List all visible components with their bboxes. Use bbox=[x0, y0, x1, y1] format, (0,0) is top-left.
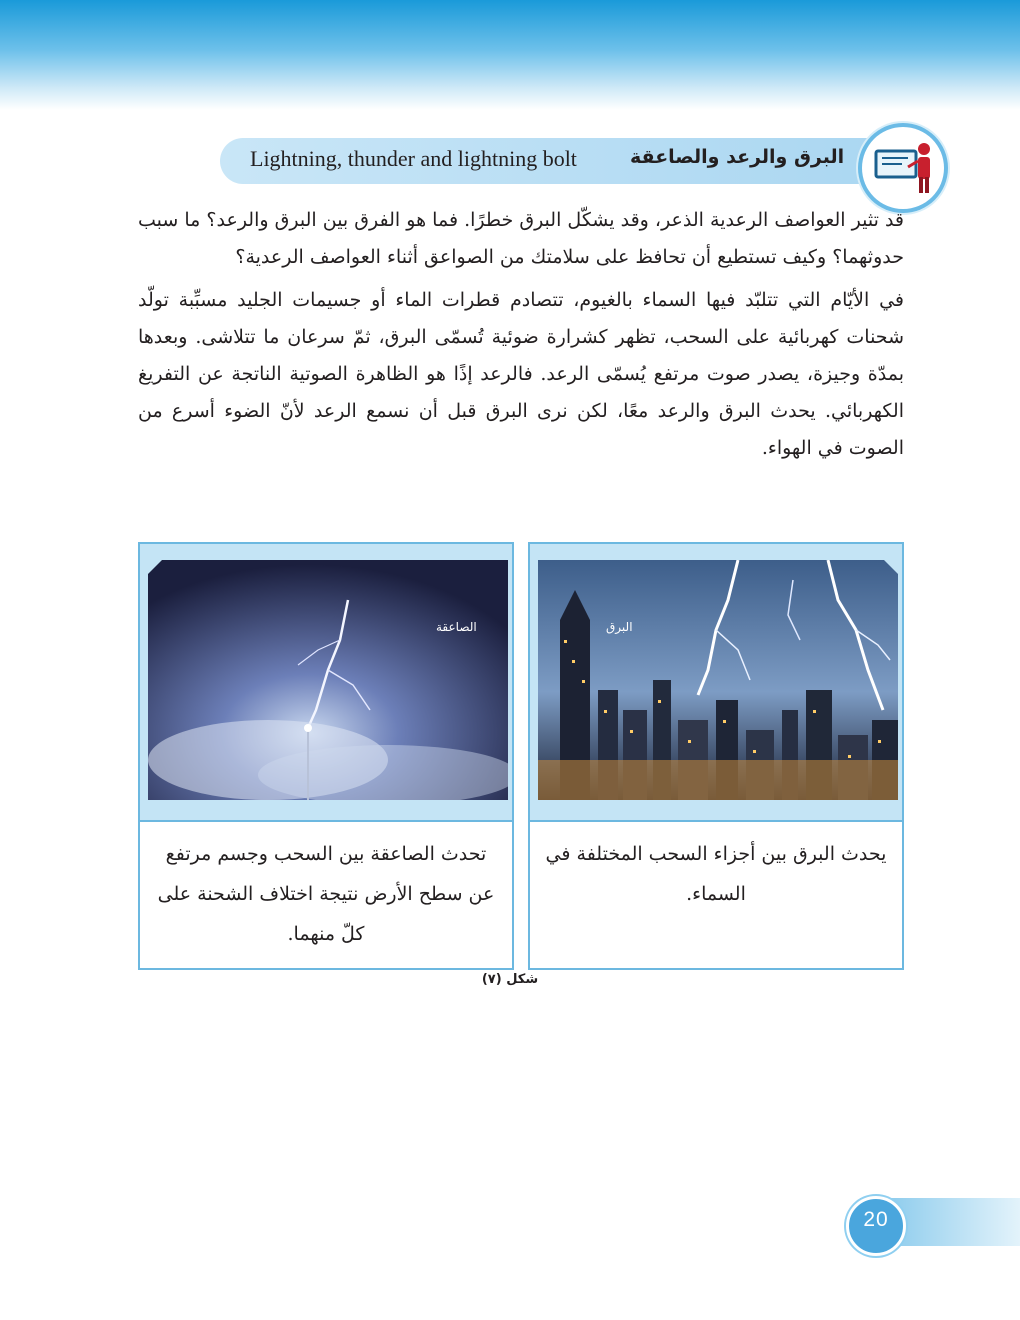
paragraph-explanation: في الأيّام التي تتلبّد فيها السماء بالغيوم، تتصادم قطرات الماء أو جسيمات الجليد مسبِّبة تولّد شحنات كهربائية على السحب، تظهر كشرارة ضوئية تُسمّى البرق، ثمّ سرعان ما تتلاشى. وبعدها بمدّة وجيزة، يصدر صوت مرتفع يُسمّى الرعد. فالرعد إذًا هو الظاهرة الصوتية الناتجة عن التفريغ الكهربائي. يحدث البرق والرعد معًا، لكن نرى البرق قبل أن نسمع الرعد لأنّ الضوء أسرع من الصوت في الهواء. bbox=[138, 289, 904, 459]
lightning-city-image bbox=[538, 560, 898, 800]
image-label-lightning: البرق bbox=[606, 620, 633, 634]
caption-lightning: يحدث البرق بين أجزاء السحب المختلفة في السماء. bbox=[545, 843, 887, 905]
lightning-bolt-image bbox=[148, 560, 508, 800]
section-title-english: Lightning, thunder and lightning bolt bbox=[250, 146, 577, 171]
image-label-lightning-bolt: الصاعقة bbox=[436, 620, 477, 634]
teacher-board-icon bbox=[862, 127, 944, 209]
figure-label bbox=[440, 972, 580, 987]
body-text bbox=[138, 202, 904, 473]
figure-label-number: (٧) bbox=[481, 972, 502, 987]
figure-panel-lightning-bolt bbox=[138, 542, 514, 970]
figure-panel-lightning bbox=[528, 542, 904, 970]
page-number: 20 bbox=[863, 1208, 889, 1231]
paragraph-intro: قد تثير العواصف الرعدية الذعر، وقد يشكّل البرق خطرًا. فما هو الفرق بين البرق والرعد؟ ما سبب حدوثهما؟ وكيف تستطيع أن تحافظ على سلامتك من الصواعق أثناء العواصف الرعدية؟ bbox=[138, 209, 904, 268]
section-title-arabic: البرق والرعد والصاعقة bbox=[630, 146, 845, 168]
figure-7 bbox=[138, 542, 906, 970]
figure-label-word: شكل bbox=[506, 972, 539, 987]
caption-lightning-bolt: تحدث الصاعقة بين السحب وجسم مرتفع عن سطح الأرض نتيجة اختلاف الشحنة على كلّ منهما. bbox=[157, 843, 495, 945]
header-gradient-band bbox=[0, 0, 1020, 110]
